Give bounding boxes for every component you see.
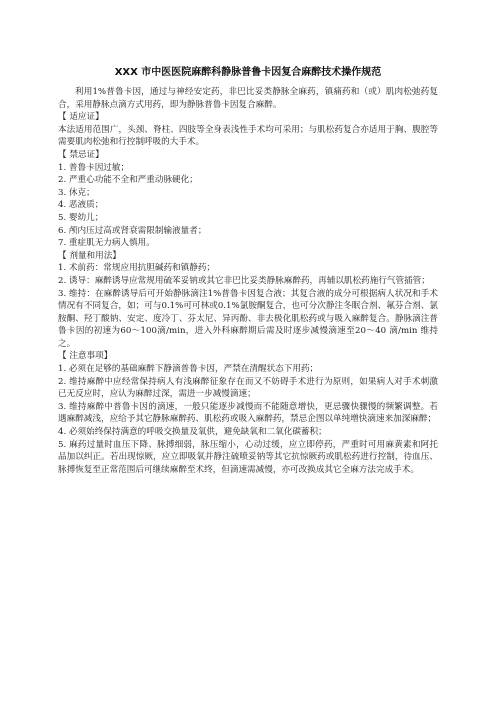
list-item: 3. 休克； (58, 187, 95, 198)
section-heading-dosage: 【 剂量和用法】 (58, 250, 121, 261)
list-item: 4. 恶液质； (58, 200, 104, 211)
list-item: 5. 麻药过量时血压下降、脉搏细弱，脉压缩小，心动过缓，应立即停药，严重时可用麻黄素和阿托品加以纠正。若出现惊厥，应立即吸氧并静注硫喷妥钠等其它抗惊厥药或肌松药进行控制，待血压、脉搏恢复至正常范围后可继续麻醉至术终，但滴速需减慢，亦可改换成其它全麻方法完成手术。 (58, 439, 438, 475)
list-item: 6. 颅内压过高或肾衰需限制输液量者； (58, 225, 207, 236)
list-item: 1. 术前药：常规应用抗胆碱药和镇静药； (58, 263, 216, 274)
document-body (58, 86, 438, 476)
list-item: 5. 婴幼儿； (58, 212, 104, 223)
section-heading-indications: 【 适应证】 (58, 112, 104, 123)
section-heading-contraindications: 【 禁忌证】 (58, 149, 104, 160)
list-item: 1. 普鲁卡因过敏； (58, 162, 130, 173)
indications-text: 本法适用范围广，头颈、脊柱、四肢等全身表浅性手术均可采用；与肌松药复合亦适用于胸、腹腔等需要肌肉松弛和行控制呼吸的大手术。 (58, 124, 438, 148)
list-item: 7. 重症肌无力病人慎用。 (58, 238, 155, 249)
list-item: 3. 维持：在麻醉诱导后可开始静脉滴注1%普鲁卡因复合液；其复合液的成分可根据病人状况和手术情况有不同复合，如；可与0.1%可可林或0.1%氯胺酮复合，也可分次静注冬眠合剂、氟芬合剂、氯胺酮、羟丁酸钠、安定、度冷丁、芬太尼、异丙酚、非去极化肌松药或与吸入麻醉复合。静脉滴注普鲁卡因的初速为60～100滴/min，进入外科麻醉期后需及时逐步减慢滴速至20～40 滴/min 维持之。 (58, 288, 438, 349)
section-heading-precautions: 【 注意事项】 (58, 351, 113, 362)
intro-paragraph: 利用1%普鲁卡因，通过与神经安定药，非巴比妥类静脉全麻药，镇痛药和（或）肌肉松弛药复合，采用静脉点滴方式用药，即为静脉普鲁卡因复合麻醉。 (58, 87, 438, 110)
list-item: 2. 严重心功能不全和严重动脉硬化； (58, 175, 198, 186)
list-item: 2. 诱导：麻醉诱导应常规用硫苯妥钠或其它非巴比妥类静脉麻醉药，再辅以肌松药施行气管插管； (58, 275, 430, 286)
list-item: 1. 必须在足够的基础麻醉下静滴普鲁卡因，严禁在清醒状态下用药； (58, 364, 319, 375)
list-item: 2. 维持麻醉中应经常保持病人有浅麻醉征象存在而又不妨碍手术进行为原则，如果病人对手术刺激已无反应时，应认为麻醉过深，需进一步减慢滴速； (58, 376, 438, 400)
list-item: 4. 必须始终保持满意的呼吸交换量及氧供，避免缺氧和二氧化碳蓄积； (58, 427, 327, 438)
list-item: 3. 维持麻醉中普鲁卡因的滴速，一般只能逐步减慢而不能随意增快，更忌骤快骤慢的频繁调整。若遇麻醉减浅，应给予其它静脉麻醉药、肌松药或吸入麻醉药，禁忌企图以单纯增快滴速来加深麻醉； (58, 401, 438, 425)
document-title: XXX 市中医医院麻醉科静脉普鲁卡因复合麻醉技术操作规范 (114, 67, 382, 78)
